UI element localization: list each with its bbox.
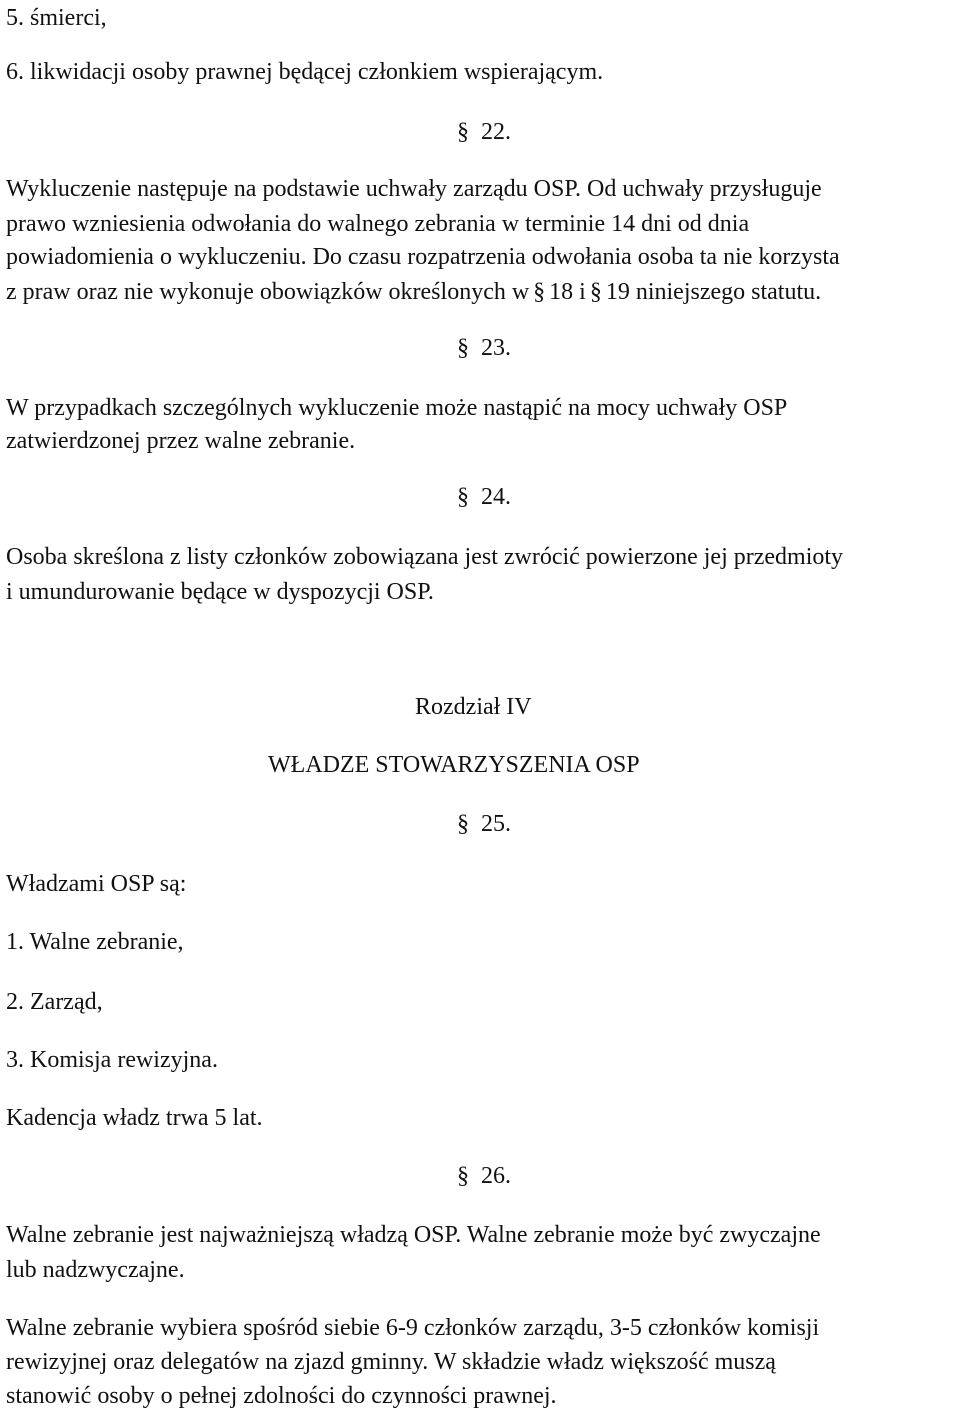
- section-25-heading: [457, 812, 511, 836]
- section-26-p2-line-1: Walne zebranie wybiera spośród siebie 6-9 członków zarządu, 3-5 członków komisji: [6, 1315, 820, 1341]
- section-26-number: 26.: [481, 1163, 511, 1189]
- section-22-line-4-c: 19 niniejszego statutu.: [605, 279, 822, 305]
- section-25-intro: Władzami OSP są:: [6, 871, 187, 897]
- section-22-line-4-b: 18 i: [549, 279, 586, 305]
- section-24-line-2: i umundurowanie będące w dyspozycji OSP.: [6, 579, 434, 605]
- section-22-line-4: [6, 280, 821, 304]
- section-23-heading: [457, 336, 511, 360]
- list-item-3: 3. Komisja rewizyjna.: [6, 1047, 218, 1073]
- section-22-line-1: Wykluczenie następuje na podstawie uchwały zarządu OSP. Od uchwały przysługuje: [6, 176, 822, 202]
- list-item-6: 6. likwidacji osoby prawnej będącej członkiem wspierającym.: [6, 59, 604, 85]
- section-sign-icon: §: [533, 279, 546, 305]
- list-item-1: 1. Walne zebranie,: [6, 929, 184, 955]
- section-26-p2-line-3: stanowić osoby o pełnej zdolności do czynności prawnej.: [6, 1383, 557, 1409]
- section-sign-icon: §: [457, 484, 469, 510]
- section-24-number: 24.: [481, 484, 511, 510]
- section-sign-icon: §: [457, 335, 469, 361]
- section-23-number: 23.: [481, 335, 511, 361]
- section-24-heading: [457, 485, 511, 509]
- section-22-line-2: prawo wzniesienia odwołania do walnego zebrania w terminie 14 dni od dnia: [6, 211, 750, 237]
- section-22-line-4-a: z praw oraz nie wykonuje obowiązków określonych w: [6, 279, 530, 305]
- section-26-p1-line-2: lub nadzwyczajne.: [6, 1257, 185, 1283]
- section-25-number: 25.: [481, 811, 511, 837]
- section-22-heading: [457, 120, 511, 144]
- section-23-line-2: zatwierdzonej przez walne zebranie.: [6, 428, 356, 454]
- section-sign-icon: §: [457, 119, 469, 145]
- section-sign-icon: §: [457, 811, 469, 837]
- section-23-line-1: W przypadkach szczególnych wykluczenie może nastąpić na mocy uchwały OSP: [6, 395, 788, 421]
- section-sign-icon: §: [457, 1163, 469, 1189]
- section-22-number: 22.: [481, 119, 511, 145]
- chapter-title: WŁADZE STOWARZYSZENIA OSP: [268, 752, 640, 778]
- chapter-number: Rozdział IV: [415, 694, 532, 720]
- list-item-2: 2. Zarząd,: [6, 989, 103, 1015]
- section-24-line-1: Osoba skreślona z listy członków zobowiązana jest zwrócić powierzone jej przedmioty: [6, 544, 844, 570]
- section-26-p1-line-1: Walne zebranie jest najważniejszą władzą OSP. Walne zebranie może być zwyczajne: [6, 1222, 821, 1248]
- section-26-p2-line-2: rewizyjnej oraz delegatów na zjazd gminny. W składzie władz większość muszą: [6, 1349, 776, 1375]
- list-item-5: 5. śmierci,: [6, 5, 107, 31]
- section-sign-icon: §: [589, 279, 602, 305]
- section-25-term: Kadencja władz trwa 5 lat.: [6, 1105, 263, 1131]
- section-22-line-3: powiadomienia o wykluczeniu. Do czasu rozpatrzenia odwołania osoba ta nie korzysta: [6, 244, 840, 270]
- section-26-heading: [457, 1164, 511, 1188]
